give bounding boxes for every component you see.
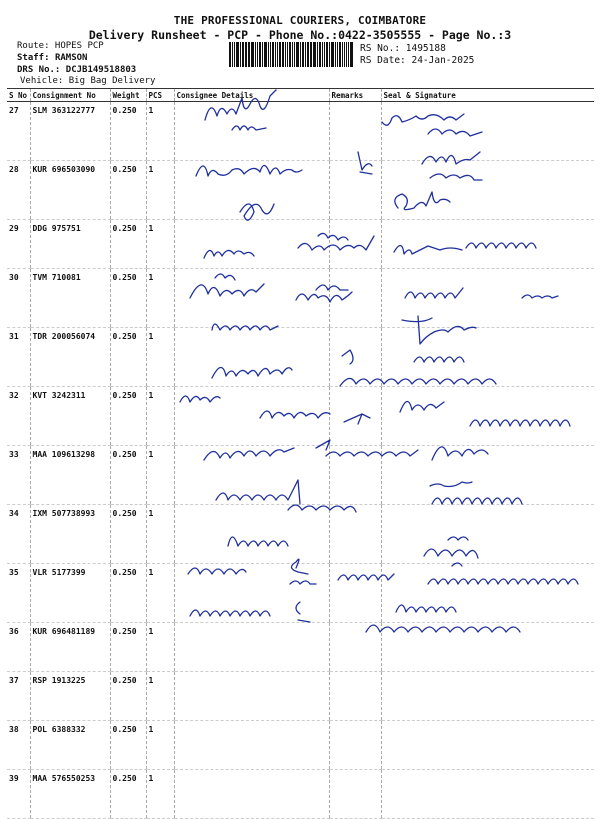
remarks-cell bbox=[329, 328, 381, 387]
sno-cell: 37 bbox=[7, 672, 30, 721]
consignment-cell: DDG 975751 bbox=[30, 220, 110, 269]
signature-cell bbox=[381, 446, 594, 505]
runsheet-table bbox=[7, 88, 594, 819]
col-consignment: Consignment No bbox=[30, 89, 110, 102]
weight-cell: 0.250 bbox=[110, 387, 146, 446]
barcode-bar bbox=[331, 42, 334, 67]
consignment-cell: KUR 696503090 bbox=[30, 161, 110, 220]
signature-cell bbox=[381, 770, 594, 819]
remarks-cell bbox=[329, 269, 381, 328]
runsheet-subtitle: Delivery Runsheet - PCP - Phone No.:0422-3505555 - Page No.:3 bbox=[88, 28, 512, 42]
remarks-cell bbox=[329, 387, 381, 446]
sno-cell: 38 bbox=[7, 721, 30, 770]
barcode-bar bbox=[317, 42, 318, 67]
rs-number: RS No.: 1495188 bbox=[360, 43, 446, 54]
consignee-cell bbox=[174, 387, 329, 446]
barcode-bar bbox=[277, 42, 278, 67]
company-title: THE PROFESSIONAL COURIERS, COIMBATORE bbox=[173, 14, 427, 27]
barcode-bar bbox=[292, 42, 293, 67]
col-weight: Weight bbox=[110, 89, 146, 102]
consignment-cell: IXM 507738993 bbox=[30, 505, 110, 564]
signature-cell bbox=[381, 672, 594, 721]
col-signature: Seal & Signature bbox=[381, 89, 594, 102]
signature-cell bbox=[381, 564, 594, 623]
sno-cell: 34 bbox=[7, 505, 30, 564]
weight-cell: 0.250 bbox=[110, 672, 146, 721]
consignment-cell: TVM 710081 bbox=[30, 269, 110, 328]
barcode-bar bbox=[348, 42, 349, 67]
barcode-bar bbox=[262, 42, 263, 67]
table-row bbox=[7, 770, 594, 819]
barcode-bar bbox=[240, 42, 241, 67]
barcode-image bbox=[229, 42, 354, 67]
signature-cell bbox=[381, 220, 594, 269]
pcs-cell: 1 bbox=[146, 623, 174, 672]
remarks-cell bbox=[329, 770, 381, 819]
sno-cell: 31 bbox=[7, 328, 30, 387]
consignee-cell bbox=[174, 672, 329, 721]
col-remarks: Remarks bbox=[329, 89, 381, 102]
signature-cell bbox=[381, 505, 594, 564]
staff-label: Staff: bbox=[17, 53, 50, 63]
weight-cell: 0.250 bbox=[110, 446, 146, 505]
consignee-cell bbox=[174, 446, 329, 505]
staff-value: RAMSON bbox=[54, 53, 88, 63]
barcode-bar bbox=[248, 42, 250, 67]
consignment-cell: SLM 363122777 bbox=[30, 102, 110, 161]
consignment-cell: TDR 200056074 bbox=[30, 328, 110, 387]
weight-cell: 0.250 bbox=[110, 161, 146, 220]
consignment-cell: VLR 5177399 bbox=[30, 564, 110, 623]
barcode-bar bbox=[234, 42, 235, 67]
pcs-cell: 1 bbox=[146, 387, 174, 446]
barcode-bar bbox=[311, 42, 312, 67]
barcode-bar bbox=[236, 42, 239, 67]
staff-line bbox=[17, 52, 87, 64]
remarks-cell bbox=[329, 564, 381, 623]
remarks-cell bbox=[329, 721, 381, 770]
barcode-bar bbox=[342, 42, 343, 67]
sno-cell: 33 bbox=[7, 446, 30, 505]
barcode-bar bbox=[344, 42, 346, 67]
table-row bbox=[7, 505, 594, 564]
sno-cell: 28 bbox=[7, 161, 30, 220]
barcode-bar bbox=[264, 42, 267, 67]
table-row bbox=[7, 564, 594, 623]
barcode-bar bbox=[268, 42, 269, 67]
table-row bbox=[7, 446, 594, 505]
table-row bbox=[7, 328, 594, 387]
pcs-cell: 1 bbox=[146, 446, 174, 505]
rs-date: RS Date: 24-Jan-2025 bbox=[360, 55, 475, 66]
weight-cell: 0.250 bbox=[110, 564, 146, 623]
remarks-cell bbox=[329, 446, 381, 505]
sno-cell: 39 bbox=[7, 770, 30, 819]
remarks-cell bbox=[329, 220, 381, 269]
consignment-cell: RSP 1913225 bbox=[30, 672, 110, 721]
barcode-bar bbox=[255, 42, 256, 67]
consignee-cell bbox=[174, 721, 329, 770]
barcode-bar bbox=[335, 42, 336, 67]
weight-cell: 0.250 bbox=[110, 770, 146, 819]
pcs-cell: 1 bbox=[146, 505, 174, 564]
pcs-cell: 1 bbox=[146, 269, 174, 328]
barcode-bar bbox=[326, 42, 328, 67]
barcode-bar bbox=[310, 42, 311, 67]
consignee-cell bbox=[174, 220, 329, 269]
table-row bbox=[7, 623, 594, 672]
drs-value: DCJB149518803 bbox=[65, 65, 137, 75]
weight-cell: 0.250 bbox=[110, 328, 146, 387]
weight-cell: 0.250 bbox=[110, 721, 146, 770]
barcode-bar bbox=[313, 42, 316, 67]
barcode-bar bbox=[232, 42, 233, 67]
sno-cell: 35 bbox=[7, 564, 30, 623]
signature-cell bbox=[381, 269, 594, 328]
col-consignee: Consignee Details bbox=[174, 89, 329, 102]
sno-cell: 27 bbox=[7, 102, 30, 161]
pcs-cell: 1 bbox=[146, 102, 174, 161]
signature-cell bbox=[381, 387, 594, 446]
barcode-bar bbox=[329, 42, 330, 67]
weight-cell: 0.250 bbox=[110, 269, 146, 328]
remarks-cell bbox=[329, 505, 381, 564]
table-row bbox=[7, 721, 594, 770]
barcode-bar bbox=[251, 42, 254, 67]
barcode-bar bbox=[346, 42, 347, 67]
consignee-cell bbox=[174, 505, 329, 564]
pcs-cell: 1 bbox=[146, 672, 174, 721]
barcode-bar bbox=[287, 42, 288, 67]
barcode-bar bbox=[305, 42, 306, 67]
barcode-bar bbox=[337, 42, 338, 67]
pcs-cell: 1 bbox=[146, 721, 174, 770]
sno-cell: 29 bbox=[7, 220, 30, 269]
consignee-cell bbox=[174, 161, 329, 220]
barcode-bar bbox=[319, 42, 321, 67]
consignee-cell bbox=[174, 564, 329, 623]
remarks-cell bbox=[329, 672, 381, 721]
consignee-cell bbox=[174, 623, 329, 672]
barcode-bar bbox=[307, 42, 309, 67]
barcode-bar bbox=[246, 42, 247, 67]
drs-label: DRS No.: bbox=[17, 65, 61, 75]
consignee-cell bbox=[174, 269, 329, 328]
barcode-bar bbox=[279, 42, 282, 67]
rs-info bbox=[360, 43, 474, 67]
consignee-cell bbox=[174, 102, 329, 161]
consignment-cell: KUR 696481189 bbox=[30, 623, 110, 672]
consignee-cell bbox=[174, 770, 329, 819]
barcode-bar bbox=[275, 42, 276, 67]
barcode-bar bbox=[322, 42, 323, 67]
signature-cell bbox=[381, 721, 594, 770]
sno-cell: 32 bbox=[7, 387, 30, 446]
remarks-cell bbox=[329, 623, 381, 672]
sno-cell: 36 bbox=[7, 623, 30, 672]
barcode-bar bbox=[245, 42, 246, 67]
barcode-bar bbox=[339, 42, 341, 67]
barcode-bar bbox=[300, 42, 301, 67]
sno-cell: 30 bbox=[7, 269, 30, 328]
signature-cell bbox=[381, 102, 594, 161]
barcode-bar bbox=[259, 42, 261, 67]
col-pcs: PCS bbox=[146, 89, 174, 102]
consignment-cell: MAA 576550253 bbox=[30, 770, 110, 819]
table-row bbox=[7, 387, 594, 446]
pcs-cell: 1 bbox=[146, 328, 174, 387]
barcode-bar bbox=[229, 42, 231, 67]
table-header-row bbox=[7, 89, 594, 102]
barcode-bar bbox=[285, 42, 286, 67]
remarks-cell bbox=[329, 161, 381, 220]
consignment-cell: MAA 109613298 bbox=[30, 446, 110, 505]
weight-cell: 0.250 bbox=[110, 623, 146, 672]
barcode-bar bbox=[270, 42, 271, 67]
barcode-bar bbox=[296, 42, 299, 67]
barcode-bar bbox=[242, 42, 244, 67]
pcs-cell: 1 bbox=[146, 770, 174, 819]
vehicle-text: Vehicle: Big Bag Delivery bbox=[20, 76, 156, 86]
weight-cell: 0.250 bbox=[110, 102, 146, 161]
pcs-cell: 1 bbox=[146, 564, 174, 623]
weight-cell: 0.250 bbox=[110, 220, 146, 269]
table-row bbox=[7, 220, 594, 269]
barcode-bar bbox=[289, 42, 291, 67]
barcode-bar bbox=[282, 42, 284, 67]
signature-cell bbox=[381, 161, 594, 220]
table-row bbox=[7, 672, 594, 721]
barcode-bar bbox=[294, 42, 295, 67]
pcs-cell: 1 bbox=[146, 220, 174, 269]
remarks-cell bbox=[329, 102, 381, 161]
col-sno: S No bbox=[7, 89, 30, 102]
barcode-bar bbox=[302, 42, 304, 67]
consignment-cell: KVT 3242311 bbox=[30, 387, 110, 446]
route-text: Route: HOPES PCP bbox=[17, 41, 104, 51]
signature-cell bbox=[381, 623, 594, 672]
consignee-cell bbox=[174, 328, 329, 387]
weight-cell: 0.250 bbox=[110, 505, 146, 564]
barcode-bar bbox=[257, 42, 258, 67]
pcs-cell: 1 bbox=[146, 161, 174, 220]
signature-cell bbox=[381, 328, 594, 387]
table-row bbox=[7, 161, 594, 220]
barcode-bar bbox=[272, 42, 274, 67]
barcode-bar bbox=[350, 42, 353, 67]
barcode-bar bbox=[324, 42, 325, 67]
table-row bbox=[7, 102, 594, 161]
table-row bbox=[7, 269, 594, 328]
consignment-cell: POL 6388332 bbox=[30, 721, 110, 770]
